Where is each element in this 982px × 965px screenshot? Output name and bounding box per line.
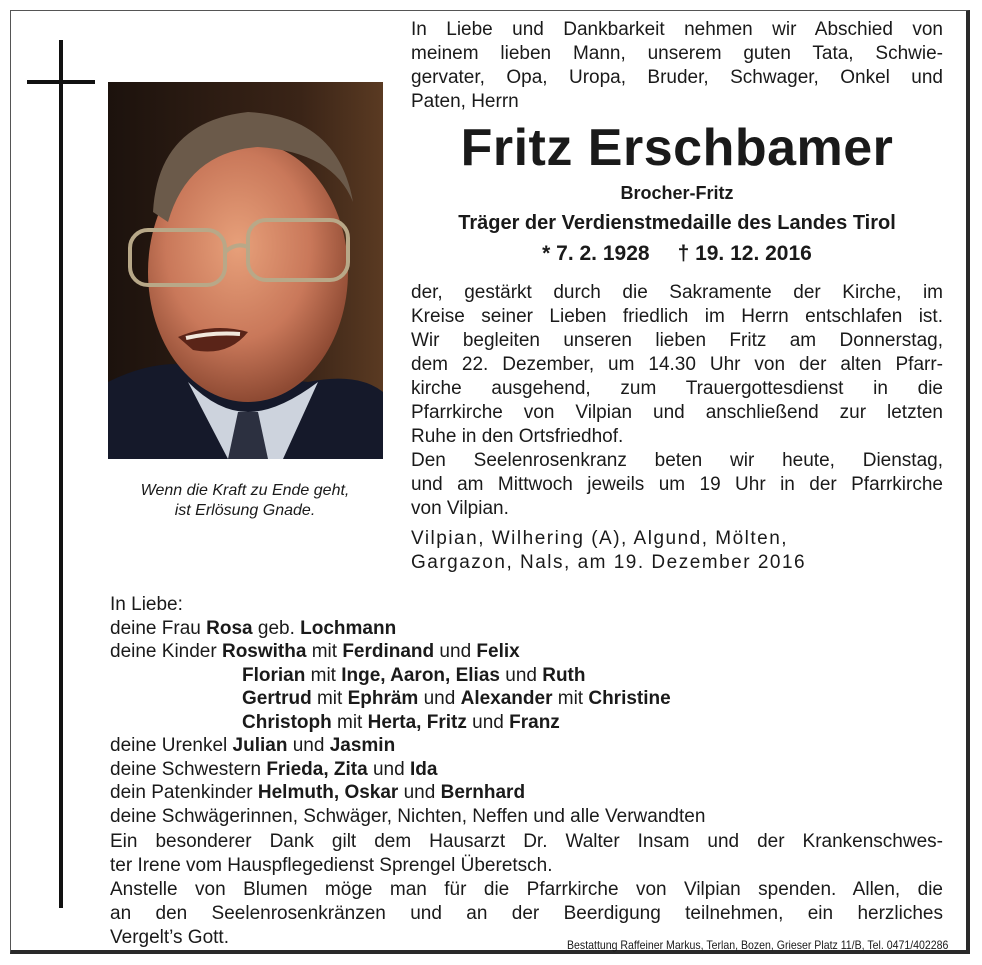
body-line: Kreise seiner Lieben friedlich im Herrn entschlafen ist. <box>411 306 943 327</box>
family-child: Gertrud mit Ephräm und Alexander mit Christine <box>242 688 671 709</box>
intro-line: Paten, Herrn <box>411 91 519 112</box>
thanks-text <box>110 830 943 950</box>
family-sisters: deine Schwestern Frieda, Zita und Ida <box>110 758 438 780</box>
thanks-line: Ein besonderer Dank gilt dem Hausarzt Dr. Walter Insam und der Krankenschwes- <box>110 831 943 852</box>
intro-line: gervater, Opa, Uropa, Bruder, Schwager, Onkel und <box>411 67 943 88</box>
rosary-line: Den Seelenrosenkranz beten wir heute, Dienstag, <box>411 450 943 471</box>
family-heading: In Liebe: <box>110 594 183 615</box>
family-godchildren: dein Patenkinder Helmuth, Oskar und Bernhard <box>110 782 526 803</box>
body-line: der, gestärkt durch die Sakramente der Kirche, im <box>411 282 943 303</box>
birth-date: * 7. 2. 1928 <box>542 242 650 265</box>
nickname: Brocher-Fritz <box>620 183 734 203</box>
family-child: Florian mit Inge, Aaron, Elias und Ruth <box>242 664 586 686</box>
thanks-line: ter Irene vom Hauspflegedienst Sprengel Überetsch. <box>110 855 553 876</box>
rosary-line: von Vilpian. <box>411 498 509 519</box>
photo-caption <box>100 481 390 521</box>
place-line: Gargazon, Nals, am 19. Dezember 2016 <box>411 552 807 573</box>
intro-line: In Liebe und Dankbarkeit nehmen wir Abschied von <box>411 19 943 40</box>
life-dates <box>411 242 943 266</box>
family-children: deine Kinder Roswitha mit Ferdinand und Felix <box>110 641 520 662</box>
family-greatgrandchildren: deine Urenkel Julian und Jasmin <box>110 735 396 756</box>
funeral-home-footer: Bestattung Raffeiner Markus, Terlan, Bozen, Grieser Platz 11/B, Tel. 0471/402286 <box>566 938 948 952</box>
place-date <box>411 527 851 575</box>
place-line: Vilpian, Wilhering (A), Algund, Mölten, <box>411 528 789 549</box>
cross-icon-bar <box>27 80 95 84</box>
portrait-illustration <box>108 82 383 459</box>
rosary-line: und am Mittwoch jeweils um 19 Uhr in der Pfarrkirche <box>411 474 943 495</box>
family-child: Christoph mit Herta, Fritz und Franz <box>242 711 560 733</box>
honor-title: Träger der Verdienstmedaille des Landes Tirol <box>458 212 896 234</box>
deceased-name: Fritz Erschbamer <box>460 119 894 177</box>
family-wife: deine Frau Rosa geb. Lochmann <box>110 617 397 639</box>
body-line: dem 22. Dezember, um 14.30 Uhr von der alten Pfarr- <box>411 354 943 375</box>
cross-icon <box>59 40 63 908</box>
thanks-line: Anstelle von Blumen möge man für die Pfarrkirche von Vilpian spenden. Allen, die <box>110 879 943 900</box>
body-line: kirche ausgehend, zum Trauergottesdienst in die <box>411 378 943 399</box>
body-line: Pfarrkirche von Vilpian und anschließend zur letzten <box>411 402 943 423</box>
thanks-line: Vergelt’s Gott. <box>110 927 229 948</box>
intro-text <box>411 18 943 114</box>
thanks-line: an den Seelenrosenkränzen und an der Beerdigung teilnehmen, ein herzliches <box>110 903 943 924</box>
caption-line: ist Erlösung Gnade. <box>174 502 316 519</box>
portrait-photo <box>108 82 383 459</box>
family-list <box>110 593 705 828</box>
body-line: Ruhe in den Ortsfriedhof. <box>411 426 624 447</box>
death-date: † 19. 12. 2016 <box>677 242 812 265</box>
intro-line: meinem lieben Mann, unserem guten Tata, Schwie- <box>411 43 943 64</box>
body-line: Wir begleiten unseren lieben Fritz am Donnerstag, <box>411 330 943 351</box>
family-relatives: deine Schwägerinnen, Schwäger, Nichten, Neffen und alle Verwandten <box>110 805 706 827</box>
funeral-text <box>411 281 943 521</box>
caption-line: Wenn die Kraft zu Ende geht, <box>140 482 350 499</box>
